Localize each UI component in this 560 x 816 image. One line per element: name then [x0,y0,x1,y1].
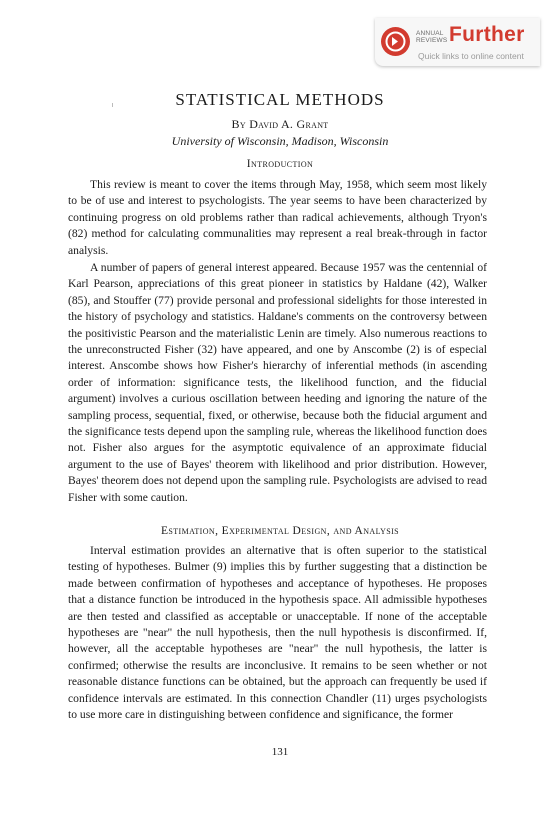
article-affiliation: University of Wisconsin, Madison, Wisconsin [171,134,389,148]
paragraph: This review is meant to cover the items through May, 1958, which seem most likely to be of use and interest to psychologists. The year seems to have been characterized by continuing progress on old problems rather than radical achievements, although Tryon's (82) method for calculating communalities may represent a real break-through in factor analysis. [68,178,487,257]
further-badge[interactable] [375,18,540,66]
further-tagline[interactable]: Quick links to online content [418,51,524,61]
paragraph: Interval estimation provides an alternative that is often superior to the statistical testing of hypotheses. Bulmer (9) implies this by further suggesting that a distinction be made between confirmation of hypotheses and acceptance of hypotheses. He proposes that a distance function be introduced in the hypothesis space. All admissible hypotheses are then tested and classified as acceptable or unacceptable. If none of the acceptable hypotheses are "near" the null hypothesis, then the null hypothesis is disconfirmed. If, however, all the acceptable hypotheses are "near" the null hypothesis, the latter is confirmed; otherwise the results are inconclusive. It remains to be seen whether or not reasonable distance functions can be obtained, but the approach can frequently be used if confidence intervals are estimated. In this connection Chandler (11) urges psychologists to use more care in distinguishing between confidence and significance, the former [68,544,487,722]
page-number: 131 [271,746,289,758]
further-brand[interactable]: Further [449,23,525,46]
section-heading-introduction: Introduction [246,158,314,170]
section-heading-estimation: Estimation, Experimental Design, and Analysis [160,525,400,537]
article-title: STATISTICAL METHODS [175,90,385,109]
publisher-logo-text: ANNUAL REVIEWS [416,30,448,44]
paragraph: A number of papers of general interest appeared. Because 1957 was the centennial of Karl Pearson, appreciations of this great pioneer in statistics by Haldane (42), Walker (85), and Stouffer (77) provide personal and professional sidelights for those interested in the history of psychology and statistics. Haldane's comments on the controversy between the positivistic Pearson and the materialistic Lenin are timely. Also numerous reactions to the unreconstructed Fisher (32) have appeared, and one by Anscombe (2) is of especial interest. Anscombe shows how Fisher's hierarchy of inferential methods (in ascending order of information: significance tests, the likelihood function, and the fiducial argument) involves a curious oscillation between heeding and ignoring the nature of the sampling process, sequential, fixed, or otherwise, because both the fiducial argument and the significance tests depend upon the sampling rule, whereas the likelihood function does not. Fisher also argues for the asymptotic equivalence of an approximate fiducial argument to the use of Bayes' theorem with likelihood and prior distribution. However, Bayes' theorem does not depend upon the sampling rule. Psychologists are advised to read Fisher with some caution. [68,261,487,504]
further-circle-icon [381,27,410,56]
article-author: By David A. Grant [231,117,329,131]
